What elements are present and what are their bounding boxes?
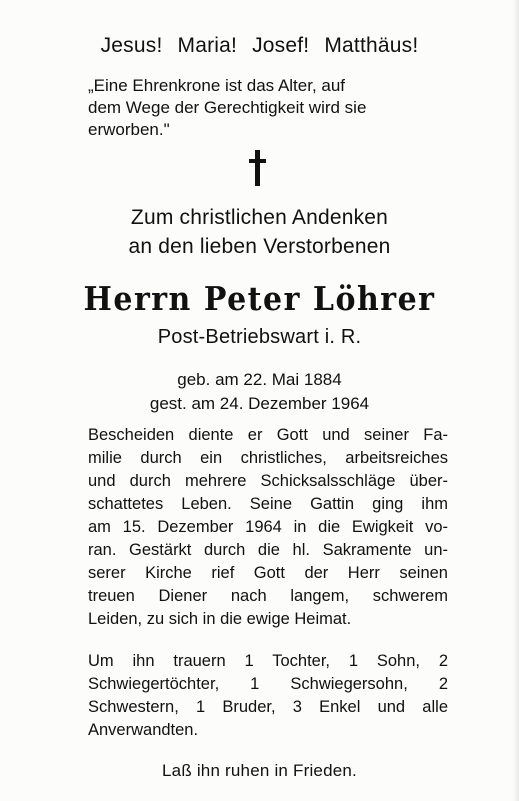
occupation: Post-Betriebswart i. R. [157, 326, 362, 348]
bible-quote [88, 75, 460, 141]
deceased-name: Herrn Peter Löhrer [83, 280, 436, 319]
quote-line: „Eine Ehrenkrone ist das Alter, auf [88, 76, 346, 95]
life-dates [0, 368, 519, 416]
bio-line: ran. Gestärkt durch die hl. Sakramente un- [88, 541, 448, 559]
quote-line: erworben." [88, 120, 170, 139]
mourners-line: Um ihn trauern 1 Tochter, 1 Sohn, 2 [88, 652, 448, 670]
bio-line: Leiden, zu sich in die ewige Heimat. [88, 610, 352, 628]
mourners [88, 650, 448, 742]
cross-icon [255, 150, 261, 186]
biography [88, 424, 448, 631]
mourners-line: Schwestern, 1 Bruder, 3 Enkel und alle [88, 698, 448, 716]
birth-date: geb. am 22. Mai 1884 [177, 370, 342, 389]
bio-line: am 15. Dezember 1964 in die Ewigkeit vo- [88, 518, 448, 536]
bio-line: Bescheiden diente er Gott und seiner Fa- [88, 426, 448, 444]
bio-line: und durch mehrere Schicksalsschläge über- [88, 472, 448, 490]
bio-line: serer Kirche rief Gott der Herr seinen [88, 564, 448, 582]
bio-line: treuen Diener nach langem, schwerem [88, 587, 448, 605]
death-date: gest. am 24. Dezember 1964 [149, 394, 370, 413]
invocation: Jesus! Maria! Josef! Matthäus! [100, 34, 419, 57]
quote-line: dem Wege der Gerechtigkeit wird sie [88, 98, 367, 117]
bio-line: schattetes Leben. Seine Gattin ging ihm [88, 495, 448, 513]
mourners-line: Schwiegertöchter, 1 Schwiegersohn, 2 [88, 675, 448, 693]
mourners-line: Anverwandten. [88, 721, 199, 739]
memorial-line: Zum christlichen Andenken [130, 206, 389, 229]
closing-prayer: Laß ihn ruhen in Frieden. [162, 761, 357, 780]
memorial-line: an den lieben Verstorbenen [128, 235, 391, 258]
bio-line: milie durch ein christliches, arbeitsreiches [88, 449, 448, 467]
memorial-heading [0, 203, 519, 261]
